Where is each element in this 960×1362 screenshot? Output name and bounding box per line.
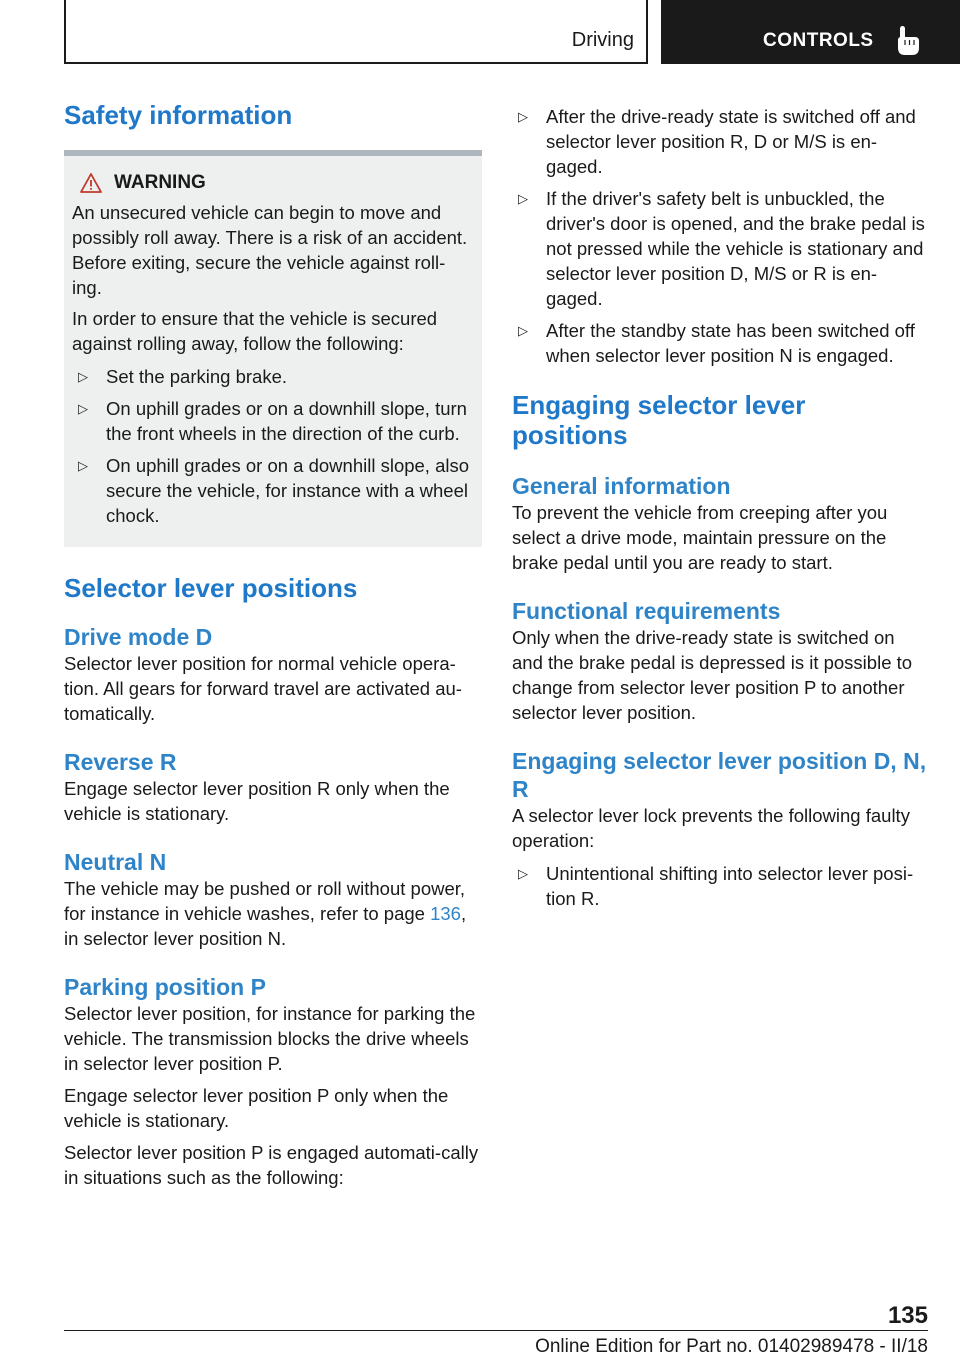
faulty-operation-list: [512, 861, 928, 911]
list-item: ▷ After the standby state has been switched off when selector lever position N is engaged.: [518, 320, 915, 366]
functional-requirements-text: Only when the drive-ready state is switched on and the brake pedal is depressed is it possible to change from selector lever position P to another selector lever position.: [512, 627, 913, 723]
list-item: ▷ After the drive-ready state is switched off and selector lever position R, D or M/S is en-gaged.: [518, 106, 916, 177]
safety-information-heading: Safety information: [64, 100, 293, 130]
triangle-bullet-icon: ▷: [518, 866, 528, 881]
warning-paragraph-2: In order to ensure that the vehicle is secured against rolling away, follow the following:: [72, 308, 438, 354]
triangle-bullet-icon: ▷: [78, 401, 88, 416]
header-chapter-box: [661, 0, 960, 64]
general-information-text: To prevent the vehicle from creeping after you select a drive mode, maintain pressure on the brake pedal until you are ready to start.: [512, 502, 888, 573]
neutral-text: The vehicle may be pushed or roll without power, for instance in vehicle washes, refer to page 136, in selector lever position N.: [64, 878, 467, 949]
left-column: [64, 100, 482, 1190]
header-section-title: Driving: [571, 29, 634, 51]
list-item: ▷ Unintentional shifting into selector lever posi-tion R.: [518, 863, 914, 909]
footer-edition: Online Edition for Part no. 01402989478 - II/18: [535, 1336, 928, 1357]
parking-heading: Parking position P: [64, 974, 266, 1000]
parking-text-2: Engage selector lever position P only when the vehicle is stationary.: [64, 1085, 449, 1131]
page-reference-link[interactable]: 136: [430, 903, 461, 924]
list-item: ▷ On uphill grades or on a downhill slope, also secure the vehicle, for instance with a wheel chock.: [78, 455, 470, 526]
list-item: ▷ If the driver's safety belt is unbuckled, the driver's door is opened, and the brake pedal is not pressed while the vehicle is stationary and selector lever position D, M/S or R is en-gaged.: [518, 188, 925, 309]
warning-title: [80, 172, 474, 194]
footer-rule: [64, 1330, 928, 1331]
triangle-bullet-icon: ▷: [518, 323, 528, 338]
functional-requirements-heading: Functional requirements: [512, 598, 781, 624]
selector-lever-positions-heading: Selector lever positions: [64, 573, 358, 603]
engaging-dnr-text: A selector lever lock prevents the following faulty operation:: [512, 805, 910, 851]
neutral-heading: Neutral N: [64, 849, 167, 875]
warning-label: WARNING: [114, 172, 206, 193]
right-column: [512, 104, 928, 918]
pointing-hand-icon: [894, 26, 922, 56]
parking-text-3: Selector lever position P is engaged automati-cally in situations such as the following:: [64, 1142, 479, 1188]
warning-triangle-icon: [80, 173, 102, 193]
triangle-bullet-icon: ▷: [518, 109, 528, 124]
triangle-bullet-icon: ▷: [518, 191, 528, 206]
reverse-heading: Reverse R: [64, 749, 177, 775]
engaging-dnr-heading: Engaging selector lever position D, N, R: [512, 748, 927, 802]
header-chapter-title: CONTROLS: [763, 30, 874, 51]
triangle-bullet-icon: ▷: [78, 458, 88, 473]
drive-mode-heading: Drive mode D: [64, 624, 213, 650]
warning-paragraph-1: An unsecured vehicle can begin to move and possibly roll away. There is a risk of an accident. Before exiting, secure the vehicle against roll-ing.: [72, 202, 468, 298]
automatic-p-list: [512, 104, 928, 368]
parking-text-1: Selector lever position, for instance for parking the vehicle. The transmission blocks the drive wheels in selector lever position P.: [64, 1003, 476, 1074]
header-section-box: [64, 0, 648, 64]
warning-list: [72, 364, 474, 528]
list-item: ▷ On uphill grades or on a downhill slope, turn the front wheels in the direction of the curb.: [78, 398, 467, 444]
general-information-heading: General information: [512, 473, 731, 499]
page-number: 135: [887, 1302, 928, 1329]
triangle-bullet-icon: ▷: [78, 369, 88, 384]
list-item: ▷ Set the parking brake.: [78, 366, 287, 387]
warning-box: [64, 156, 482, 547]
reverse-text: Engage selector lever position R only when the vehicle is stationary.: [64, 778, 450, 824]
engaging-positions-heading: Engaging selector lever positions: [512, 390, 806, 450]
drive-mode-text: Selector lever position for normal vehicle opera-tion. All gears for forward travel are activated au-tomatically.: [64, 653, 462, 724]
